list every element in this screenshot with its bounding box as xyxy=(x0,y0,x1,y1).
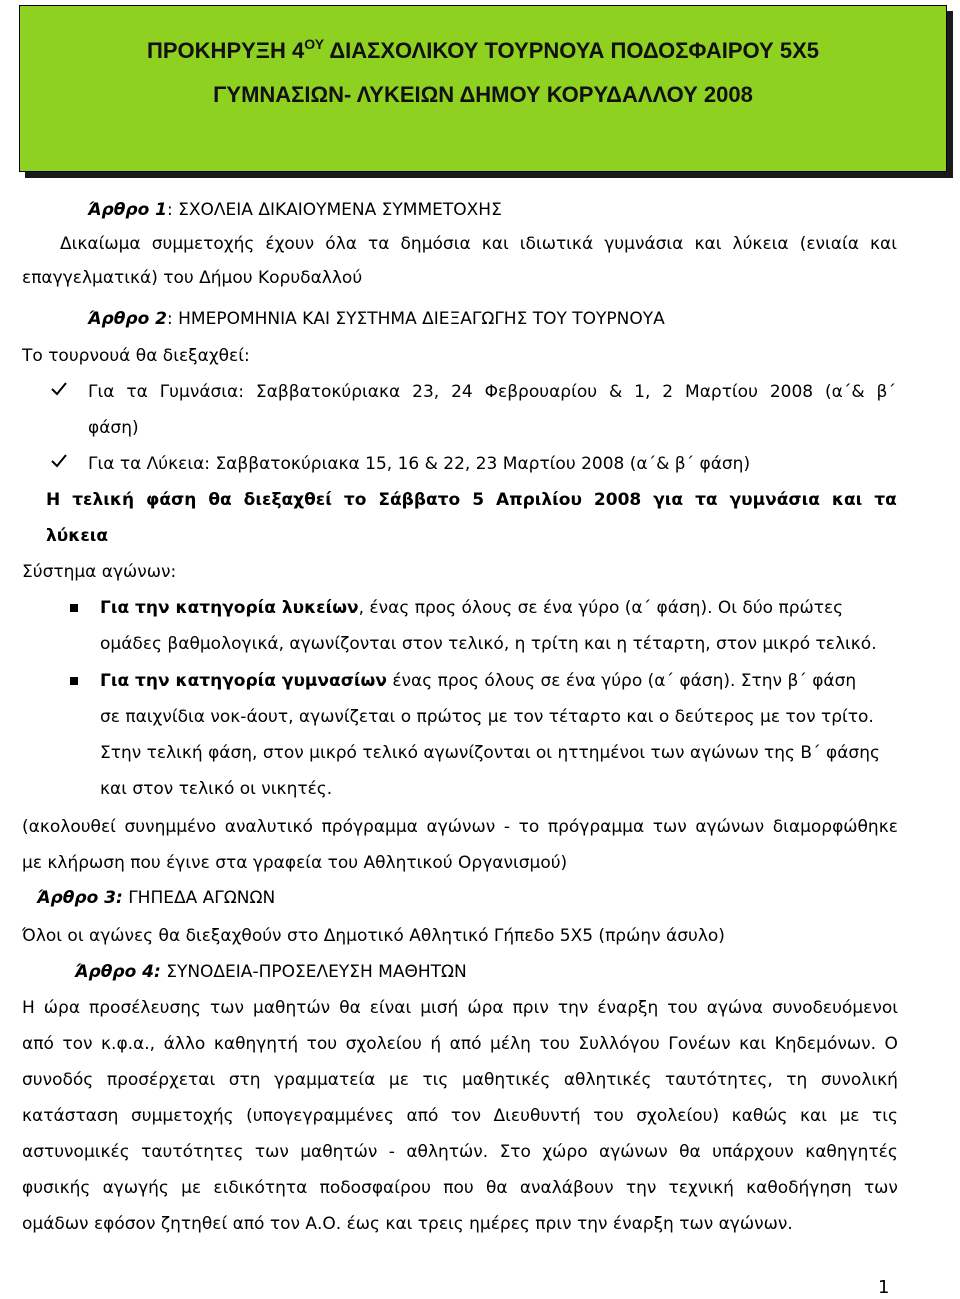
word: πρόγραμμα xyxy=(321,817,418,837)
word: διεξαχθεί xyxy=(243,490,332,510)
word: από xyxy=(406,1106,439,1126)
word: που xyxy=(443,1178,474,1198)
bullet-gymnasia-line-1 xyxy=(100,670,856,692)
article-1-text-line-1 xyxy=(60,233,897,255)
bullet-lykeia-rest: , ένας προς όλους σε ένα γύρο (α΄ φάση). Οι δύο πρώτες xyxy=(358,598,844,618)
word: αγώνων xyxy=(695,817,765,837)
word: ταυτότητες xyxy=(141,1142,244,1162)
word: Δικαίωμα xyxy=(60,234,141,254)
word: αγώνων xyxy=(426,817,496,837)
word: μαθητικές xyxy=(461,1070,551,1090)
word: Απριλίου xyxy=(496,490,582,510)
bullet-gymnasia-bold: Για την κατηγορία γυμνασίων xyxy=(100,671,387,691)
word: υπάρχουν xyxy=(712,1142,794,1162)
word: (α΄& xyxy=(825,382,865,402)
word: γυμνάσια xyxy=(604,234,684,254)
word: και xyxy=(831,490,863,510)
word: (ενιαία xyxy=(799,234,859,254)
word: - xyxy=(503,817,510,837)
word: - xyxy=(388,1142,395,1162)
article-3-text: Όλοι οι αγώνες θα διεξαχθούν στο Δημοτικό Αθλητικό Γήπεδο 5Χ5 (πρώην άσυλο) xyxy=(22,926,725,946)
word: θα xyxy=(339,998,361,1018)
word: άλλο xyxy=(163,1034,206,1054)
word: τον xyxy=(450,1106,482,1126)
bullet-gymnasia-line-2: σε παιχνίδια νοκ-άουτ, αγωνίζεται ο πρώτος με τον τέταρτο και ο δεύτερος με τον τρίτο. xyxy=(100,707,874,727)
word: πρόγραμμα xyxy=(547,817,645,837)
word: τις xyxy=(422,1070,449,1090)
word: συνοδευόμενοι xyxy=(772,998,898,1018)
word: του xyxy=(593,1106,624,1126)
word: Ο xyxy=(884,1034,898,1054)
word: είναι xyxy=(369,998,412,1018)
word: του xyxy=(306,1034,338,1054)
word: την xyxy=(557,998,589,1018)
word: την xyxy=(625,1178,657,1198)
word: συμμετοχής xyxy=(151,234,255,254)
word: 2008 xyxy=(593,490,642,510)
word: τα xyxy=(368,234,390,254)
article-4-line xyxy=(22,1105,898,1127)
word: μαθητών xyxy=(253,998,331,1018)
schedule-note-line-1 xyxy=(22,816,898,838)
word: αγωγής xyxy=(102,1178,169,1198)
schedule-note-line-2: με κλήρωση που έγινε στα γραφεία του Αθλητικού Οργανισμού) xyxy=(22,853,568,873)
word: καθηγητή xyxy=(213,1034,299,1054)
article-4-line xyxy=(22,997,898,1019)
word: του xyxy=(667,998,698,1018)
word: θα xyxy=(679,1142,701,1162)
word: συνολική xyxy=(820,1070,898,1090)
word: προσέλευσης xyxy=(89,998,202,1018)
article-4-label: Άρθρο 4: xyxy=(75,962,161,982)
word: με xyxy=(181,1178,202,1198)
word: συνοδός xyxy=(22,1070,94,1090)
bullet-gymnasia-rest: ένας προς όλους σε ένα γύρο (α΄ φάση). Στην β΄ φάση xyxy=(386,671,857,691)
word: συμμετοχής xyxy=(130,1106,234,1126)
bullet-lykeia-line-2: ομάδες βαθμολογικά, αγωνίζονται στον τελικό, η τρίτη και η τέταρτη, στον μικρό τελικό. xyxy=(100,634,877,654)
check-item-gymnasia-line-1 xyxy=(88,381,896,403)
word: 2 xyxy=(662,382,674,402)
final-phase-line-1 xyxy=(46,489,897,511)
article-4-line: ομάδων εφόσον ζητηθεί από τον Α.Ο. έως και τρεις ημέρες πριν την έναρξη των αγώνων. xyxy=(22,1214,793,1234)
title-box xyxy=(19,5,947,172)
article-4-line xyxy=(22,1069,898,1091)
word: 23, xyxy=(412,382,440,402)
word: ώρα xyxy=(43,998,81,1018)
title-line-2: ΓΥΜΝΑΣΙΩΝ- ΛΥΚΕΙΩΝ ΔΗΜΟΥ ΚΟΡΥΔΑΛΛΟΥ 2008 xyxy=(213,82,753,107)
word: 5 xyxy=(472,490,485,510)
word: γυμνάσια xyxy=(729,490,820,510)
article-4-heading xyxy=(75,961,467,983)
word: από xyxy=(449,1034,482,1054)
word: προσέρχεται xyxy=(106,1070,216,1090)
check-item-lykeia: Για τα Λύκεια: Σαββατοκύριακα 15, 16 & 22, 23 Μαρτίου 2008 (α΄& β΄ φάση) xyxy=(88,454,751,474)
title-line-1-start: ΠΡΟΚΗΡΥΞΗ 4 xyxy=(147,38,305,63)
word: θα xyxy=(485,1178,508,1198)
word: 1, xyxy=(634,382,651,402)
word: καθοδήγηση xyxy=(746,1178,852,1198)
word: Η xyxy=(22,998,35,1018)
article-4-title: ΣΥΝΟΔΕΙΑ-ΠΡΟΣΕΛΕΥΣΗ ΜΑΘΗΤΩΝ xyxy=(160,962,467,982)
word: Η xyxy=(46,490,61,510)
word: ιδιωτικά xyxy=(519,234,594,254)
word: αθλητικές xyxy=(563,1070,652,1090)
word: αγώνων xyxy=(599,1142,668,1162)
article-2-title: : ΗΜΕΡΟΜΗΝΙΑ ΚΑΙ ΣΥΣΤΗΜΑ ΔΙΕΞΑΓΩΓΗΣ ΤΟΥ ΤΟΥΡΝΟΥΑ xyxy=(167,309,665,329)
article-4-line xyxy=(22,1177,898,1199)
word: Για xyxy=(88,382,115,402)
word: κατάσταση xyxy=(22,1106,119,1126)
word: Στο xyxy=(499,1142,531,1162)
word: μισή xyxy=(420,998,459,1018)
word: και xyxy=(870,234,897,254)
word: κ.φ.α., xyxy=(101,1034,156,1054)
article-2-label: Άρθρο 2 xyxy=(88,309,167,329)
word: τον xyxy=(62,1034,93,1054)
word: των xyxy=(254,1142,289,1162)
word: ή xyxy=(430,1034,442,1054)
word: αστυνομικές xyxy=(22,1142,130,1162)
word: το xyxy=(518,817,540,837)
word: του xyxy=(539,1034,570,1054)
word: (ακολουθεί xyxy=(22,817,116,837)
word: με xyxy=(388,1070,409,1090)
word: καθηγητές xyxy=(805,1142,898,1162)
word: στη xyxy=(228,1070,261,1090)
word: τα xyxy=(695,490,718,510)
word: τα xyxy=(874,490,897,510)
check-item-gymnasia-line-2: φάση) xyxy=(88,418,139,438)
bullet-gymnasia-line-4: και στον τελικό οι νικητές. xyxy=(100,779,333,799)
word: μαθητών xyxy=(300,1142,378,1162)
word: τη xyxy=(786,1070,808,1090)
word: πριν xyxy=(512,998,549,1018)
word: ταυτότητες, xyxy=(665,1070,773,1090)
article-1-title: : ΣΧΟΛΕΙΑ ΔΙΚΑΙΟΥΜΕΝΑ ΣΥΜΜΕΤΟΧΗΣ xyxy=(167,200,502,220)
word: Μαρτίου xyxy=(685,382,758,402)
word: β΄ xyxy=(876,382,896,402)
word: καθώς xyxy=(731,1106,788,1126)
article-4-line xyxy=(22,1141,898,1163)
word: Φεβρουαρίου xyxy=(484,382,598,402)
word: ειδικότητα xyxy=(213,1178,308,1198)
word: Σάββατο xyxy=(378,490,461,510)
word: αναλάβουν xyxy=(519,1178,614,1198)
word: αναλυτικό xyxy=(224,817,313,837)
title-line-1-end: ΔΙΑΣΧΟΛΙΚΟΥ ΤΟΥΡΝΟΥΑ ΠΟΔΟΣΦΑΙΡΟΥ 5Χ5 xyxy=(324,38,819,63)
word: και xyxy=(481,234,509,254)
page-number: 1 xyxy=(878,1277,890,1298)
word: το xyxy=(343,490,367,510)
article-1-label: Άρθρο 1 xyxy=(88,200,167,220)
word: διαμορφώθηκε xyxy=(772,817,898,837)
article-1-text-line-2: επαγγελματικά) του Δήμου Κορυδαλλού xyxy=(22,268,363,288)
square-bullet-icon xyxy=(70,604,78,612)
word: τις xyxy=(872,1106,898,1126)
word: γραμματεία xyxy=(274,1070,376,1090)
word: 2008 xyxy=(769,382,814,402)
word: Κηδεμόνων. xyxy=(774,1034,876,1054)
word: Σαββατοκύριακα xyxy=(255,382,401,402)
checkmark-icon xyxy=(50,380,68,398)
bullet-gymnasia-line-3: Στην τελική φάση, στον μικρό τελικό αγωνίζονται οι ηττημένοι των αγώνων της Β΄ φάσης xyxy=(100,743,880,763)
article-2-intro: Το τουρνουά θα διεξαχθεί: xyxy=(22,346,250,366)
word: (υπογεγραμμένες xyxy=(246,1106,395,1126)
checkmark-icon xyxy=(50,452,68,470)
word: με xyxy=(839,1106,860,1126)
word: σχολείου) xyxy=(636,1106,720,1126)
word: φάση xyxy=(146,490,197,510)
word: Συλλόγου xyxy=(578,1034,660,1054)
word: από xyxy=(22,1034,54,1054)
word: χώρο xyxy=(542,1142,588,1162)
word: Διευθυντή xyxy=(493,1106,581,1126)
word: δημόσια xyxy=(400,234,471,254)
word: τα xyxy=(126,382,148,402)
square-bullet-icon xyxy=(70,677,78,685)
word: όλα xyxy=(325,234,357,254)
word: μέλη xyxy=(490,1034,531,1054)
bullet-lykeia-bold: Για την κατηγορία λυκείων xyxy=(100,598,359,618)
article-1-heading xyxy=(88,199,502,221)
word: και xyxy=(739,1034,767,1054)
article-3-heading xyxy=(37,887,275,909)
word: έχουν xyxy=(265,234,315,254)
article-3-title: ΓΗΠΕΔΑ ΑΓΩΝΩΝ xyxy=(122,888,276,908)
word: αγώνα xyxy=(706,998,763,1018)
word: λύκεια xyxy=(732,234,789,254)
article-2-heading xyxy=(88,308,665,330)
word: θα xyxy=(208,490,232,510)
word: έναρξη xyxy=(597,998,659,1018)
word: των xyxy=(210,998,245,1018)
word: των xyxy=(863,1178,898,1198)
word: τεχνική xyxy=(668,1178,734,1198)
word: φυσικής xyxy=(22,1178,91,1198)
word: αθλητών. xyxy=(406,1142,489,1162)
word: ώρα xyxy=(467,998,504,1018)
article-3-label: Άρθρο 3: xyxy=(37,888,123,908)
article-4-line xyxy=(22,1033,898,1055)
word: ποδοσφαίρου xyxy=(319,1178,432,1198)
word: για xyxy=(653,490,684,510)
word: συνημμένο xyxy=(124,817,217,837)
word: Γυμνάσια: xyxy=(159,382,244,402)
word: των xyxy=(652,817,687,837)
title-line-1 xyxy=(20,36,946,64)
word: σχολείου xyxy=(345,1034,422,1054)
word: 24 xyxy=(451,382,473,402)
system-label: Σύστημα αγώνων: xyxy=(22,562,177,582)
word: και xyxy=(694,234,722,254)
final-phase-line-2: λύκεια xyxy=(46,526,109,546)
bullet-lykeia-line-1 xyxy=(100,597,843,619)
title-superscript: ΟΥ xyxy=(304,36,325,52)
word: Γονέων xyxy=(668,1034,731,1054)
word: τελική xyxy=(72,490,135,510)
word: και xyxy=(799,1106,827,1126)
word: & xyxy=(608,382,623,402)
